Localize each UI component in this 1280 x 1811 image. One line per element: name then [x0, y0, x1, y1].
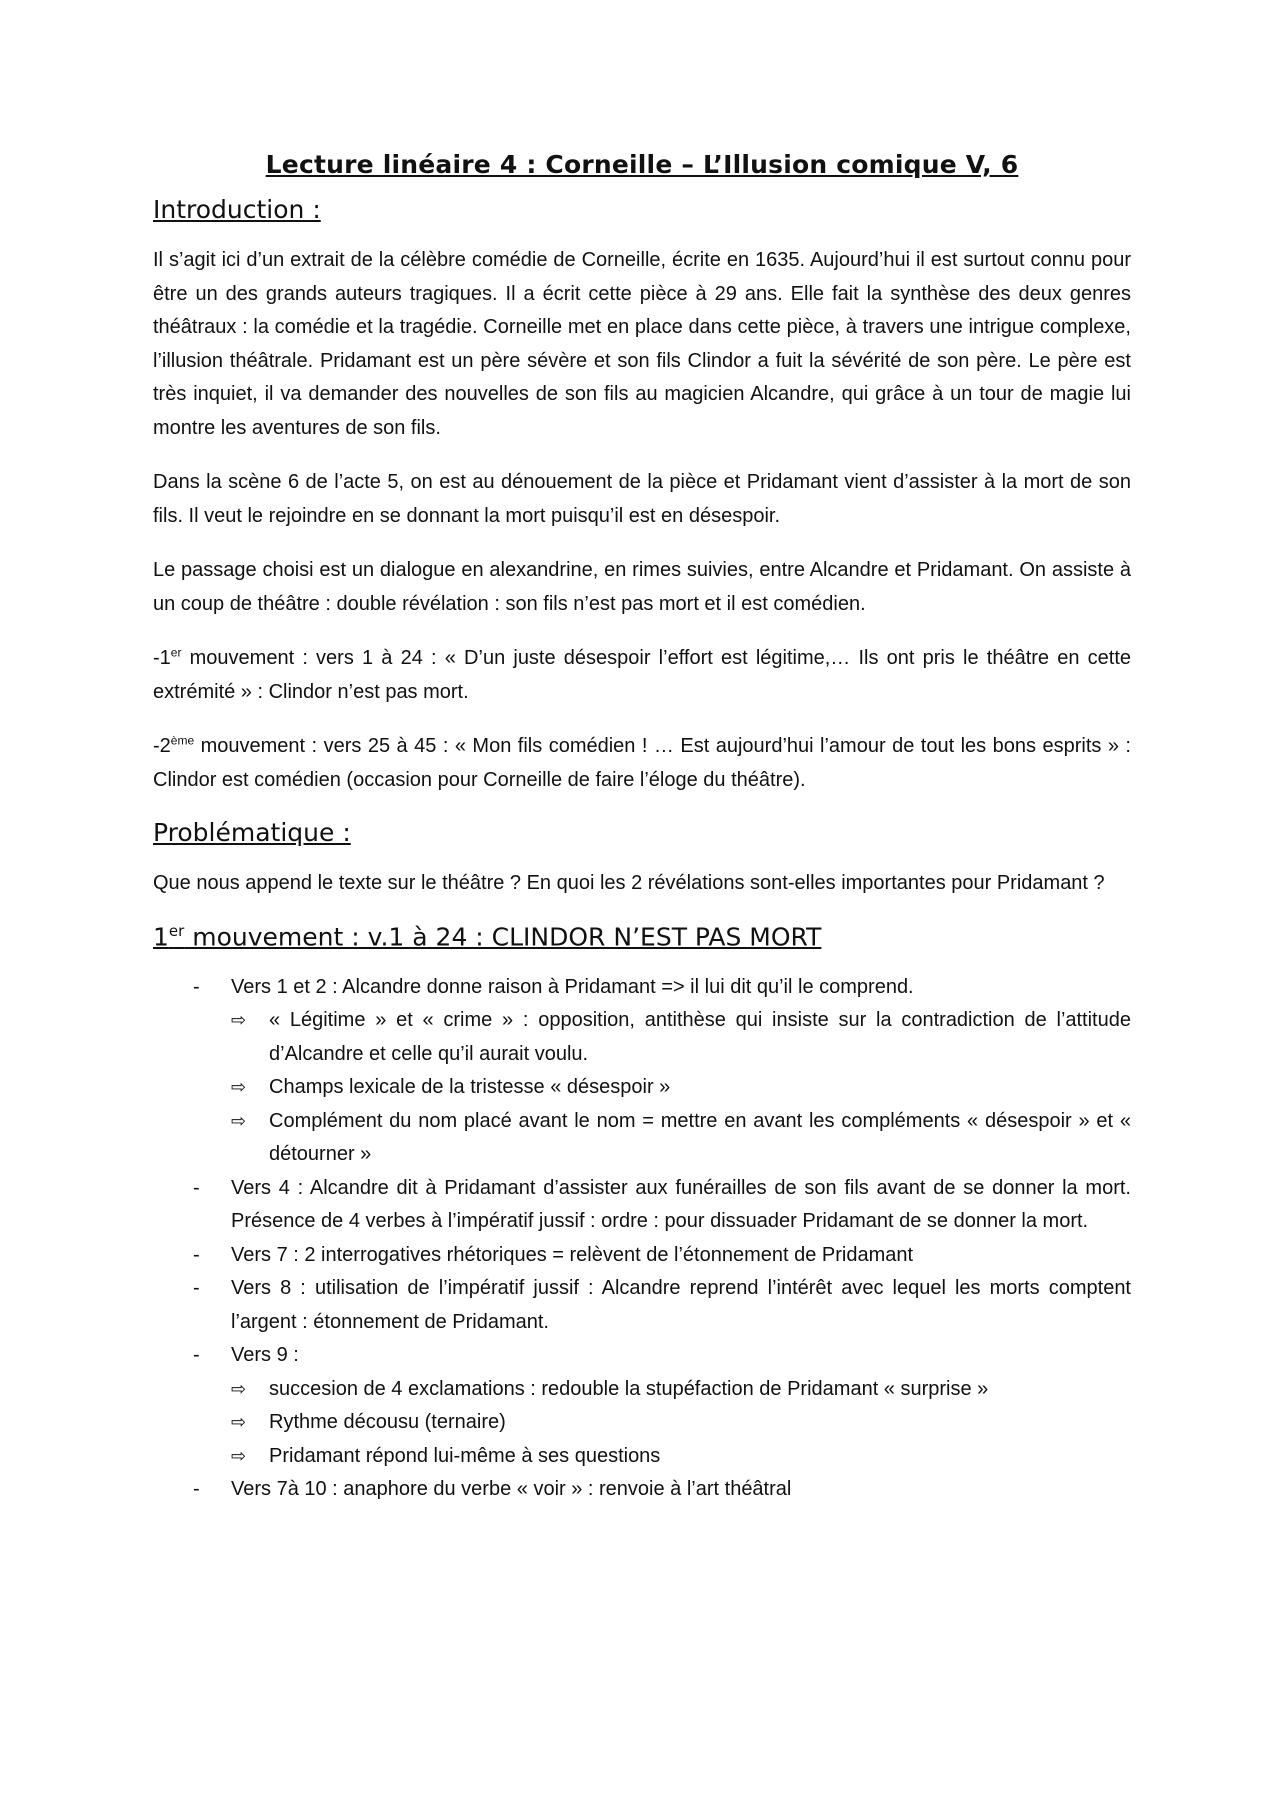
sub-list	[231, 1373, 1131, 1474]
dash-bullet: -	[193, 1478, 200, 1501]
movement-2-text: mouvement : vers 25 à 45 : « Mon fils comédien ! … Est aujourd’hui l’amour de tout les bons esprits » : Clindor est comédien (occasion pour Corneille de faire l’éloge du théâtre).	[153, 735, 1131, 791]
sub-list-item	[231, 1406, 1131, 1440]
dash-bullet: -	[193, 1344, 200, 1367]
arrow-bullet-icon: ⇨	[231, 1412, 247, 1433]
list-item	[153, 1172, 1131, 1239]
arrow-bullet-icon: ⇨	[231, 1110, 247, 1131]
movement-1-sup: er	[170, 645, 182, 660]
dash-bullet: -	[193, 1243, 200, 1266]
movement-2-sup: ème	[170, 733, 195, 748]
intro-paragraph-1: Il s’agit ici d’un extrait de la célèbre comédie de Corneille, écrite en 1635. Aujourd’hui il est surtout connu pour être un des grands auteurs tragiques. Il a écrit cette pièce à 29 ans. Elle fait la synthèse des deux genres théâtraux : la comédie et la tragédie. Corneille met en place dans cette pièce, à travers une intrigue complexe, l’illusion théâtrale. Pridamant est un père sévère et son fils Clindor a fuit la sévérité de son père. Le père est très inquiet, il va demander des nouvelles de son fils au magicien Alcandre, qui grâce à un tour de magie lui montre les aventures de son fils.	[153, 249, 1131, 439]
dash-bullet: -	[193, 975, 200, 998]
sub-list-item	[231, 1373, 1131, 1407]
problematique-heading: Problématique :	[153, 818, 351, 847]
dash-bullet: -	[193, 1176, 200, 1199]
sub-list-item	[231, 1071, 1131, 1105]
arrow-bullet-icon: ⇨	[231, 1077, 247, 1098]
sub-list-item-text: Pridamant répond lui-même à ses questions	[269, 1444, 661, 1467]
list-item-text: Vers 8 : utilisation de l’impératif jussif : Alcandre reprend l’intérêt avec lequel les morts comptent l’argent : étonnement de Pridamant.	[231, 1277, 1131, 1333]
arrow-bullet-icon: ⇨	[231, 1378, 247, 1399]
arrow-bullet-icon: ⇨	[231, 1445, 247, 1466]
section-1-heading-sup: er	[168, 921, 185, 940]
movement-2-paragraph	[153, 730, 1131, 797]
document-content	[153, 150, 1131, 1507]
movement-2-prefix: -2	[153, 735, 171, 757]
list-item-text: Vers 1 et 2 : Alcandre donne raison à Pridamant => il lui dit qu’il le comprend.	[231, 975, 914, 998]
list-item	[153, 1339, 1131, 1473]
section-1-heading-rest: mouvement : v.1 à 24 : CLINDOR N’EST PAS MORT	[184, 921, 822, 951]
sub-list-item-text: « Légitime » et « crime » : opposition, antithèse qui insiste sur la contradiction de l’attitude d’Alcandre et celle qu’il aurait voulu.	[269, 1009, 1131, 1065]
introduction-heading: Introduction :	[153, 195, 321, 224]
intro-paragraph-3: Le passage choisi est un dialogue en alexandrine, en rimes suivies, entre Alcandre et Pridamant. On assiste à un coup de théâtre : double révélation : son fils n’est pas mort et il est comédien.	[153, 559, 1131, 615]
document-title: Lecture linéaire 4 : Corneille – L’Illusion comique V, 6	[265, 150, 1019, 179]
sub-list-item	[231, 1105, 1131, 1172]
list-item	[153, 971, 1131, 1172]
list-item-text: Vers 4 : Alcandre dit à Pridamant d’assister aux funérailles de son fils avant de se donner la mort. Présence de 4 verbes à l’impératif jussif : ordre : pour dissuader Pridamant de se donner la mort.	[231, 1176, 1131, 1233]
list-item-text: Vers 9 :	[231, 1344, 299, 1367]
sub-list	[231, 1004, 1131, 1172]
sub-list-item-text: Champs lexicale de la tristesse « désespoir »	[269, 1076, 671, 1099]
sub-list-item	[231, 1004, 1131, 1071]
problematique-text: Que nous append le texte sur le théâtre ? En quoi les 2 révélations sont-elles importantes pour Pridamant ?	[153, 872, 1105, 894]
list-item	[153, 1239, 1131, 1273]
arrow-bullet-icon: ⇨	[231, 1010, 247, 1031]
movement-1-prefix: -1	[153, 647, 171, 669]
movement-1-text: mouvement : vers 1 à 24 : « D’un juste désespoir l’effort est légitime,… Ils ont pris le théâtre en cette extrémité » : Clindor n’est pas mort.	[153, 647, 1131, 703]
list-item-text: Vers 7 : 2 interrogatives rhétoriques = relèvent de l’étonnement de Pridamant	[231, 1243, 914, 1266]
movement-1-paragraph	[153, 642, 1131, 709]
sub-list-item-text: Complément du nom placé avant le nom = mettre en avant les compléments « désespoir » et « détourner »	[269, 1109, 1131, 1166]
dash-bullet: -	[193, 1277, 200, 1300]
section-1-list	[153, 971, 1131, 1507]
sub-list-item-text: Rythme décousu (ternaire)	[269, 1411, 506, 1434]
section-1-heading	[153, 922, 1131, 951]
sub-list-item-text: succesion de 4 exclamations : redouble la stupéfaction de Pridamant « surprise »	[269, 1377, 989, 1400]
list-item-text: Vers 7à 10 : anaphore du verbe « voir » : renvoie à l’art théâtral	[231, 1478, 792, 1501]
intro-paragraph-2: Dans la scène 6 de l’acte 5, on est au dénouement de la pièce et Pridamant vient d’assister à la mort de son fils. Il veut le rejoindre en se donnant la mort puisqu’il est en désespoir.	[153, 471, 1131, 527]
sub-list-item	[231, 1440, 1131, 1474]
list-item	[153, 1473, 1131, 1507]
section-1-heading-num: 1	[153, 921, 169, 951]
list-item	[153, 1272, 1131, 1339]
